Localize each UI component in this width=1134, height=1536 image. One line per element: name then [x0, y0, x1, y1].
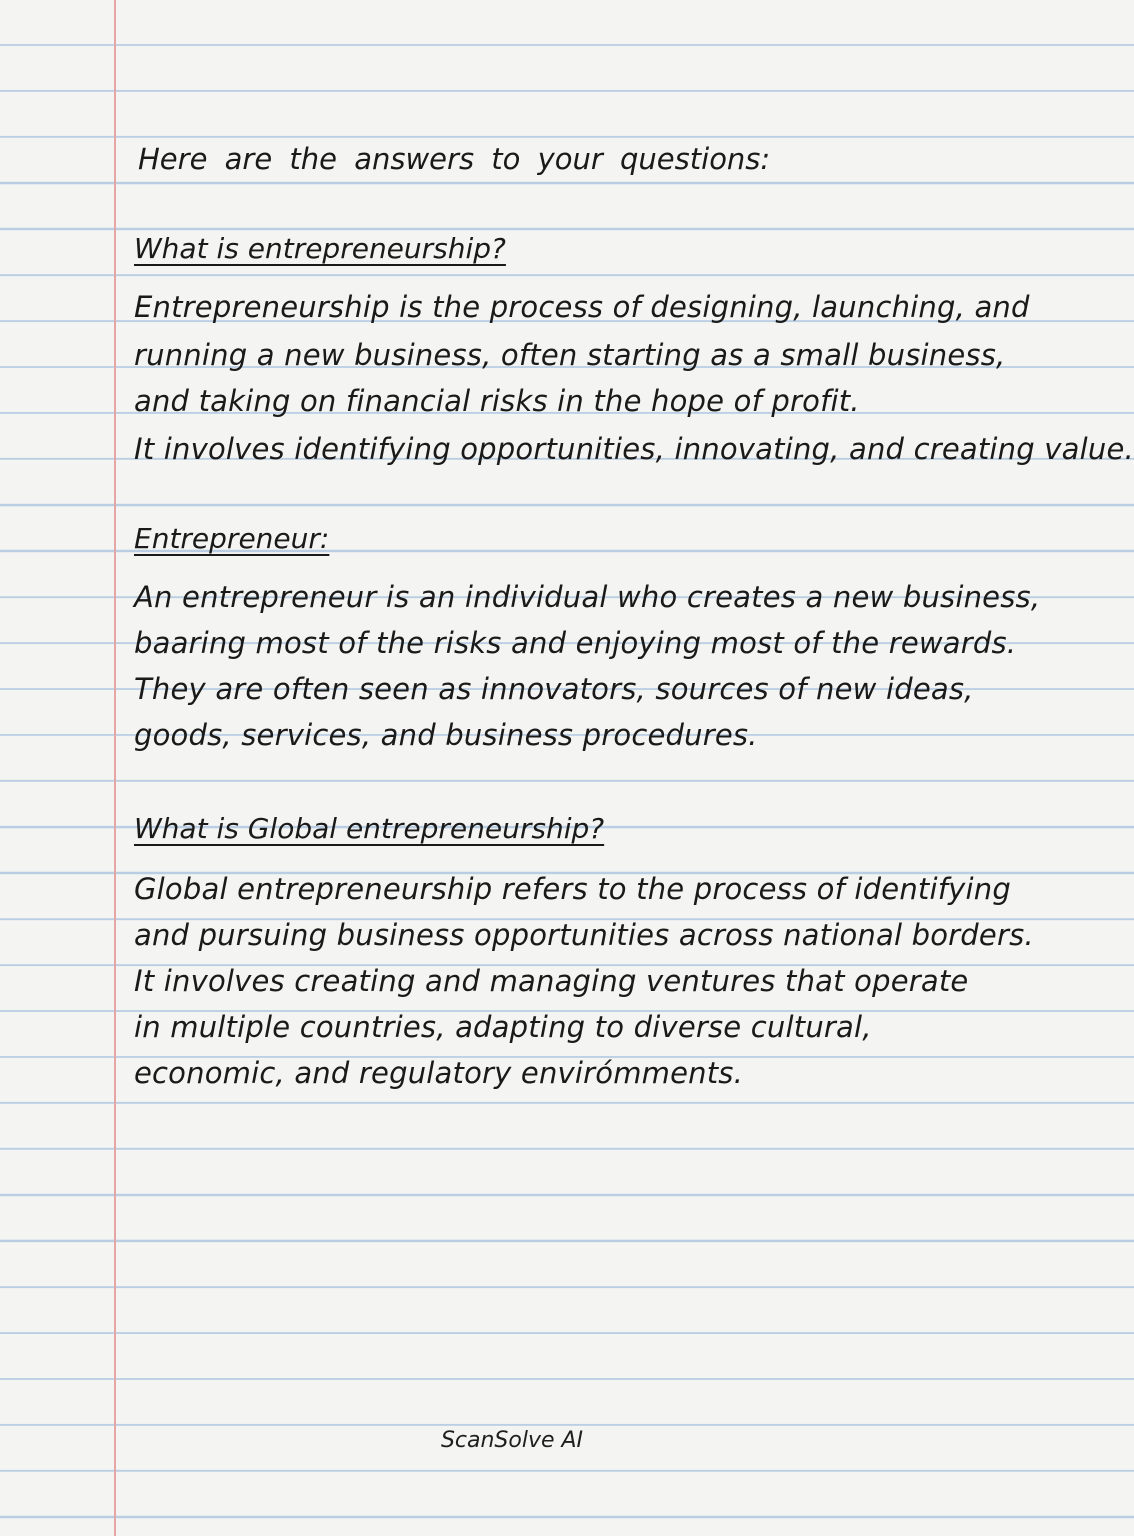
text-line: Entrepreneurship is the process of designing, launching, and: [134, 290, 1030, 324]
text-line: It involves creating and managing ventures that operate: [134, 964, 969, 998]
footer-brand: ScanSolve AI: [440, 1428, 584, 1453]
text-line: goods, services, and business procedures.: [134, 718, 758, 752]
text-line: and pursuing business opportunities across national borders.: [134, 918, 1034, 952]
text-line: It involves identifying opportunities, innovating, and creating value.: [134, 432, 1134, 466]
heading-entrepreneurship: What is entrepreneurship?: [134, 232, 506, 265]
heading-global-entrepreneurship: What is Global entrepreneurship?: [134, 812, 605, 845]
text-line: An entrepreneur is an individual who creates a new business,: [134, 580, 1041, 614]
text-line: economic, and regulatory envirómments.: [134, 1056, 744, 1090]
text-line: They are often seen as innovators, sources of new ideas,: [134, 672, 974, 706]
heading-entrepreneur: Entrepreneur:: [134, 522, 330, 555]
intro-text: Here are the answers to your questions:: [138, 142, 771, 176]
text-line: Global entrepreneurship refers to the process of identifying: [134, 872, 1011, 906]
text-line: running a new business, often starting as a small business,: [134, 338, 1006, 372]
text-line: in multiple countries, adapting to diverse cultural,: [134, 1010, 872, 1044]
text-line: and taking on financial risks in the hope of profit.: [134, 384, 860, 418]
text-line: baaring most of the risks and enjoying most of the rewards.: [134, 626, 1017, 660]
